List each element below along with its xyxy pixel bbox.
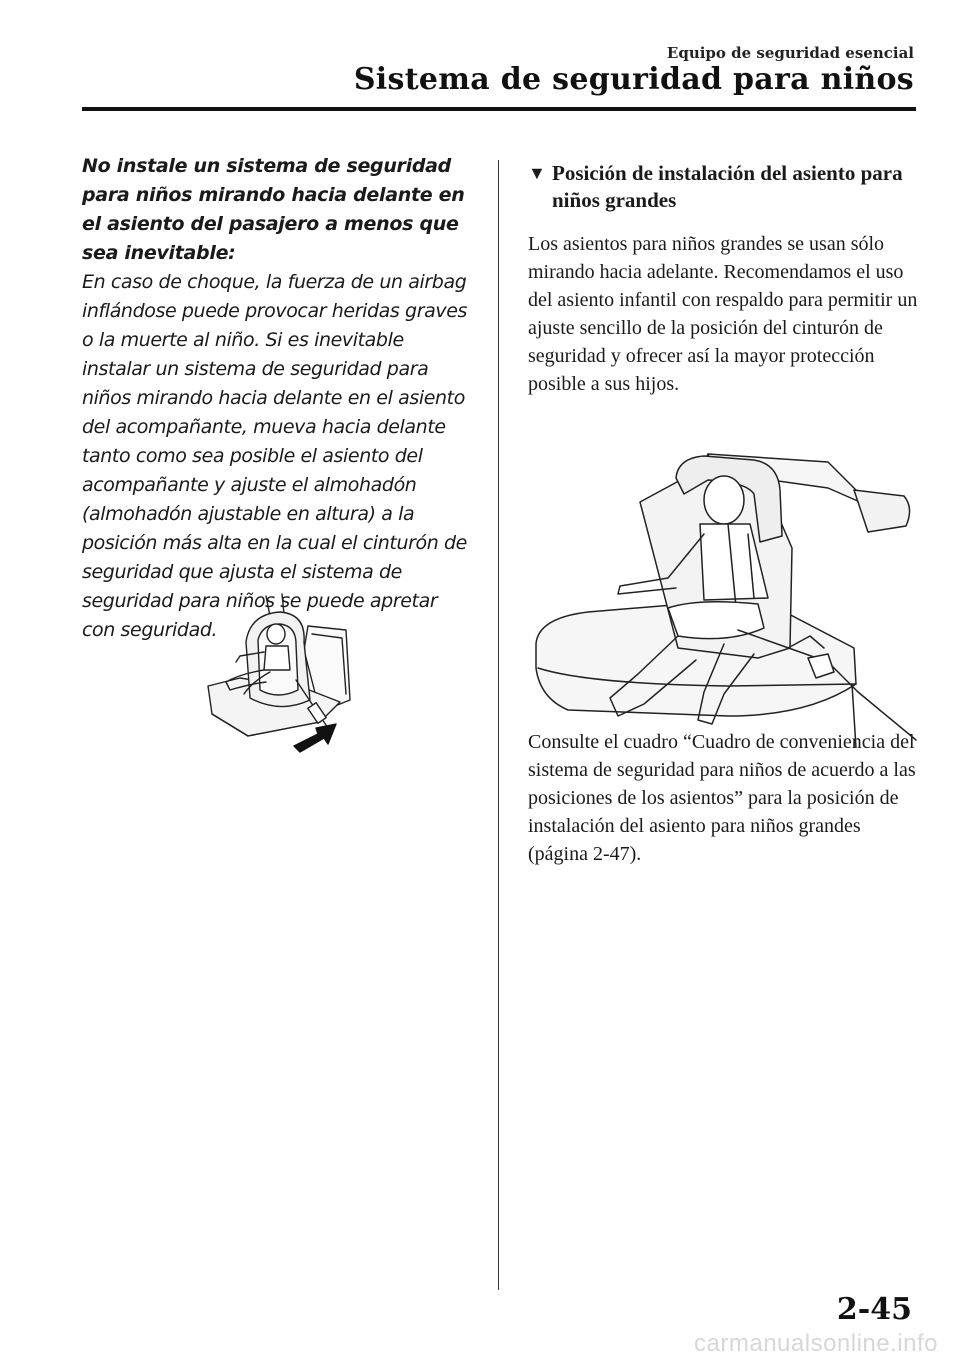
warning-body: En caso de choque, la fuerza de un airbag inflándose puede provocar heridas graves o la muerte al niño. Si es inevitable instalar un sistema de seguridad para niños mirando hacia delante en el asiento del acompañante, mueva hacia delante tanto como sea posible el asiento del acompañante y ajuste el almohadón (almohadón ajustable en altura) a la posición más alta en la cual el cinturón de seguridad que ajusta el sistema de seguridad para niños se puede apretar con seguridad. bbox=[82, 271, 467, 641]
paragraph-reference: Consulte el cuadro “Cuadro de conveniencia del sistema de seguridad para niños de acuerdo a las posiciones de los asientos” para la posición de instalación del asiento para niños grandes (página 2-47). bbox=[528, 731, 916, 865]
paragraph-booster-usage: Los asientos para niños grandes se usan sólo mirando hacia adelante. Recomendamos el uso del asiento infantil con respaldo para permitir un ajuste sencillo de la posición del cinturón de seguridad y ofrecer así la mayor protección posible a sus hijos. bbox=[528, 233, 918, 395]
running-header-section: Equipo de seguridad esencial bbox=[666, 44, 914, 62]
page-number: 2-45 bbox=[836, 1292, 912, 1327]
column-divider bbox=[498, 160, 499, 1290]
warning-heading: No instale un sistema de seguridad para niños mirando hacia delante en el asiento del pasajero a menos que sea inevitable: bbox=[82, 155, 465, 264]
section-heading-text: Posición de instalación del asiento para niños grandes bbox=[552, 161, 903, 212]
section-heading bbox=[528, 160, 918, 214]
triangle-bullet-icon: ▼ bbox=[528, 163, 546, 183]
watermark: carmanualsonline.info bbox=[694, 1330, 938, 1357]
left-column bbox=[82, 152, 470, 645]
booster-seat-illustration bbox=[528, 448, 918, 748]
forward-facing-child-seat-illustration bbox=[200, 590, 360, 770]
header-rule bbox=[82, 107, 916, 111]
page-title: Sistema de seguridad para niños bbox=[353, 62, 914, 97]
